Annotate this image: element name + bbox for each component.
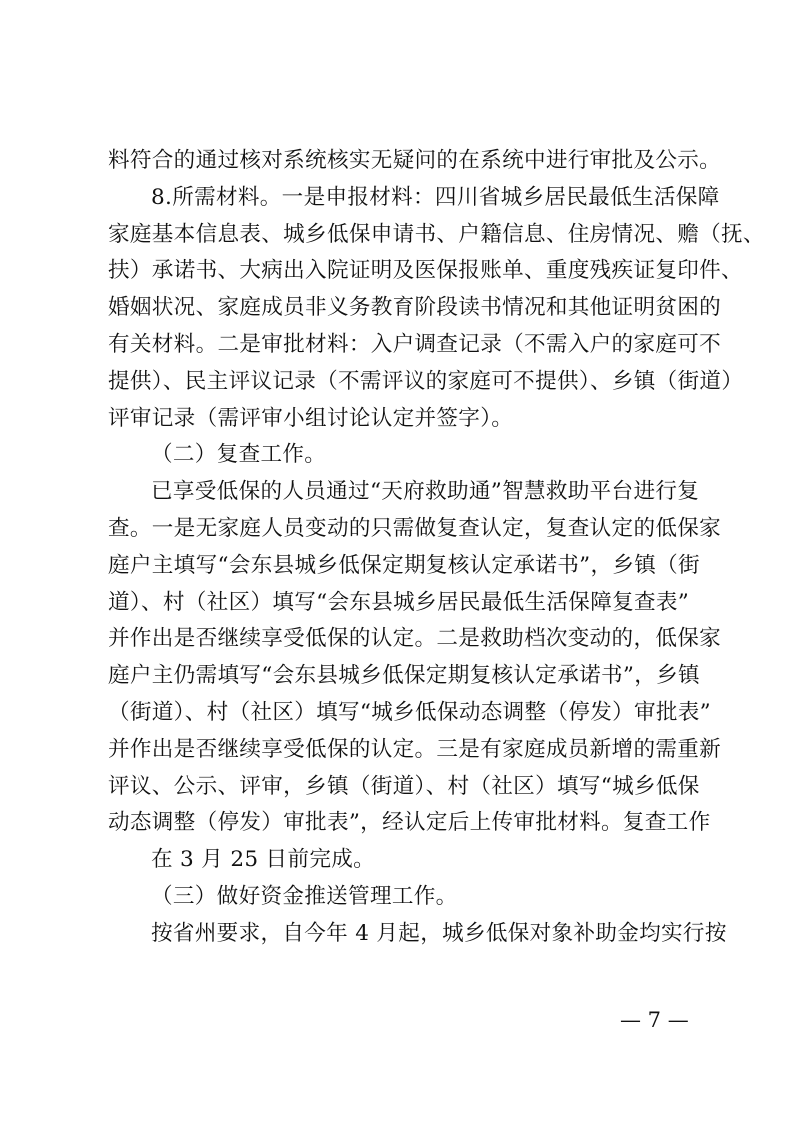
text-line: 道）、村（社区）填写“会东县城乡居民最低生活保障复查表” — [108, 589, 690, 615]
text-line: 扶）承诺书、大病出入院证明及医保报账单、重度残疾证复印件、 — [108, 258, 743, 284]
text-line: 动态调整（停发）审批表”，经认定后上传审批材料。复查工作 — [108, 810, 711, 836]
text-line: 在 3 月 25 日前完成。 — [151, 847, 376, 873]
section-heading: （三）做好资金推送管理工作。 — [151, 884, 458, 909]
section-heading: （二）复查工作。 — [151, 442, 327, 468]
text-line: 已享受低保的人员通过“天府救助通”智慧救助平台进行复 — [151, 479, 700, 505]
text-line: 评议、公示、评审，乡镇（街道）、村（社区）填写“城乡低保 — [108, 773, 700, 799]
text-line: 家庭基本信息表、城乡低保申请书、户籍信息、住房情况、赡（抚、 — [108, 221, 765, 247]
text-line: 庭户主仍需填写“会东县城乡低保定期复核认定承诺书”，乡镇 — [108, 663, 700, 689]
text-line: 查。一是无家庭人员变动的只需做复查认定，复查认定的低保家 — [108, 516, 722, 541]
text-line: 庭户主填写“会东县城乡低保定期复核认定承诺书”，乡镇（街 — [108, 552, 700, 578]
text-line: 料符合的通过核对系统核实无疑问的在系统中进行审批及公示。 — [108, 148, 722, 173]
text-line: 8.所需材料。一是申报材料：四川省城乡居民最低生活保障 — [151, 184, 720, 210]
text-line: 婚姻状况、家庭成员非义务教育阶段读书情况和其他证明贫困的 — [108, 295, 722, 321]
text-line: 按省州要求，自今年 4 月起，城乡低保对象补助金均实行按 — [151, 920, 727, 946]
page-number: — 7 — — [620, 1008, 689, 1032]
text-line: 提供）、民主评议记录（不需评议的家庭可不提供）、乡镇（街道） — [108, 368, 744, 394]
text-line: 并作出是否继续享受低保的认定。二是救助档次变动的，低保家 — [108, 626, 722, 652]
text-line: （街道）、村（社区）填写“城乡低保动态调整（停发）审批表” — [108, 700, 712, 725]
text-line: 有关材料。二是审批材料：入户调查记录（不需入户的家庭可不 — [108, 332, 722, 357]
text-line: 并作出是否继续享受低保的认定。三是有家庭成员新增的需重新 — [108, 736, 722, 762]
text-line: 评审记录（需评审小组讨论认定并签字）。 — [108, 405, 514, 431]
